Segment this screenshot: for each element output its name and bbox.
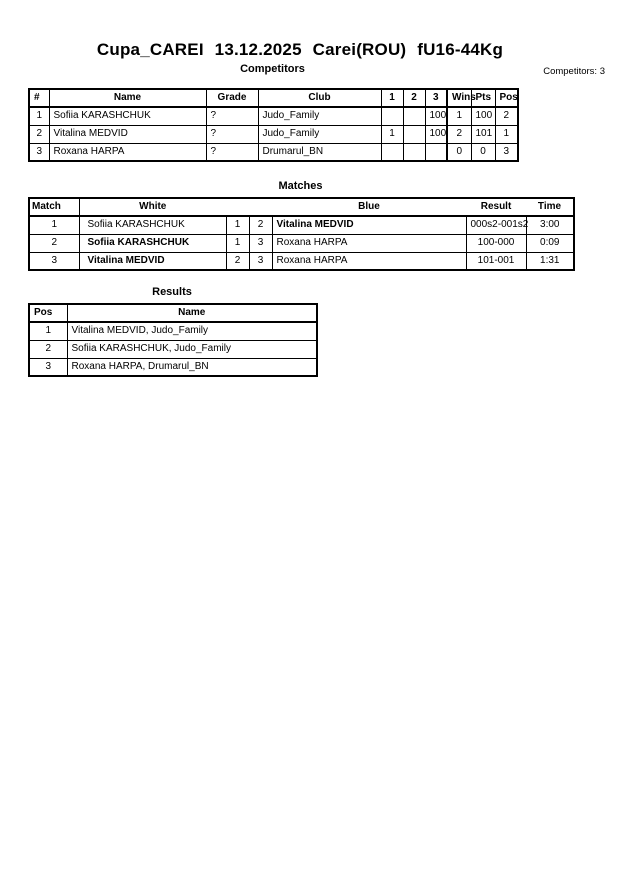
match-time: 1:31 [526,252,574,270]
round2-score [403,107,425,125]
competitor-pts: 0 [471,143,495,161]
round2-score [403,125,425,143]
match-row [29,252,574,270]
match-1-blue-name: Vitalina MEDVID [272,216,466,234]
match-3-blue-name: Roxana HARPA [272,252,466,270]
matches-section-title: Matches [278,180,323,192]
matches-header-spacer [249,198,272,216]
matches-header-spacer [226,198,249,216]
match-1-white-name: Sofiia KARASHCHUK [79,216,226,234]
results-section-title: Results [152,286,192,298]
round3-score [425,143,447,161]
round2-score [403,143,425,161]
matches-header-time: Time [526,198,574,216]
round1-score [381,107,403,125]
competitor-number: 1 [29,107,49,125]
white-competitor-number: 1 [226,234,249,252]
competitor-row [29,143,518,161]
match-2-white-name: Sofiia KARASHCHUK [79,234,226,252]
competitors-header-club: Club [258,89,381,107]
round1-score: 1 [381,125,403,143]
matches-header-match: Match [29,198,79,216]
results-table [28,303,318,377]
results-header-pos: Pos [29,304,67,322]
competitors-header-round2: 2 [403,89,425,107]
competitor-grade: ? [206,143,258,161]
competitor-name: Sofiia KARASHCHUK [49,107,206,125]
round1-score [381,143,403,161]
matches-table [28,197,575,271]
competitor-pos: 2 [495,107,518,125]
white-competitor-number: 2 [226,252,249,270]
result-pos: 3 [29,358,67,376]
competitor-wins: 2 [447,125,471,143]
competitor-club: Judo_Family [258,107,381,125]
competitors-header-row [29,89,518,107]
match-result: 100-000 [466,234,526,252]
competitor-wins: 0 [447,143,471,161]
result-name: Vitalina MEDVID, Judo_Family [67,322,317,340]
white-competitor-number: 1 [226,216,249,234]
result-row [29,322,317,340]
match-result: 000s2-001s2 [466,216,526,234]
match-2-blue-name: Roxana HARPA [272,234,466,252]
competitor-number: 2 [29,125,49,143]
blue-competitor-number: 3 [249,234,272,252]
match-time: 3:00 [526,216,574,234]
competitors-header-name: Name [49,89,206,107]
page-title: Cupa_CAREI 13.12.2025 Carei(ROU) fU16-44Kg [96,40,504,59]
competitor-grade: ? [206,125,258,143]
competitor-grade: ? [206,107,258,125]
match-number: 2 [29,234,79,252]
blue-competitor-number: 2 [249,216,272,234]
result-row [29,340,317,358]
competitors-header-grade: Grade [206,89,258,107]
competitor-pos: 1 [495,125,518,143]
result-name: Sofiia KARASHCHUK, Judo_Family [67,340,317,358]
result-row [29,358,317,376]
results-header-name: Name [67,304,317,322]
competitors-table [28,88,519,162]
round3-score: 100 [425,107,447,125]
result-pos: 1 [29,322,67,340]
results-header-row [29,304,317,322]
competitors-count: Competitors: 3 [543,66,605,77]
competitors-header-num: # [29,89,49,107]
matches-header-row [29,198,574,216]
competitor-club: Drumarul_BN [258,143,381,161]
competitor-name: Vitalina MEDVID [49,125,206,143]
matches-header-white: White [79,198,226,216]
competitors-header-round3: 3 [425,89,447,107]
competitor-pts: 100 [471,107,495,125]
match-time: 0:09 [526,234,574,252]
match-result: 101-001 [466,252,526,270]
competitor-row [29,125,518,143]
blue-competitor-number: 3 [249,252,272,270]
result-pos: 2 [29,340,67,358]
competitor-number: 3 [29,143,49,161]
competitor-club: Judo_Family [258,125,381,143]
competitor-name: Roxana HARPA [49,143,206,161]
match-row [29,216,574,234]
competitors-section-title: Competitors [240,63,305,75]
match-row [29,234,574,252]
competitors-header-pts: Pts [471,89,495,107]
result-name: Roxana HARPA, Drumarul_BN [67,358,317,376]
matches-header-result: Result [466,198,526,216]
competitors-header-pos: Pos [495,89,518,107]
competitor-wins: 1 [447,107,471,125]
competitor-row [29,107,518,125]
matches-header-blue: Blue [272,198,466,216]
competitors-header-round1: 1 [381,89,403,107]
match-number: 1 [29,216,79,234]
competitor-pts: 101 [471,125,495,143]
match-number: 3 [29,252,79,270]
competitor-pos: 3 [495,143,518,161]
round3-score: 100 [425,125,447,143]
competitors-header-wins: Wins [447,89,471,107]
match-3-white-name: Vitalina MEDVID [79,252,226,270]
